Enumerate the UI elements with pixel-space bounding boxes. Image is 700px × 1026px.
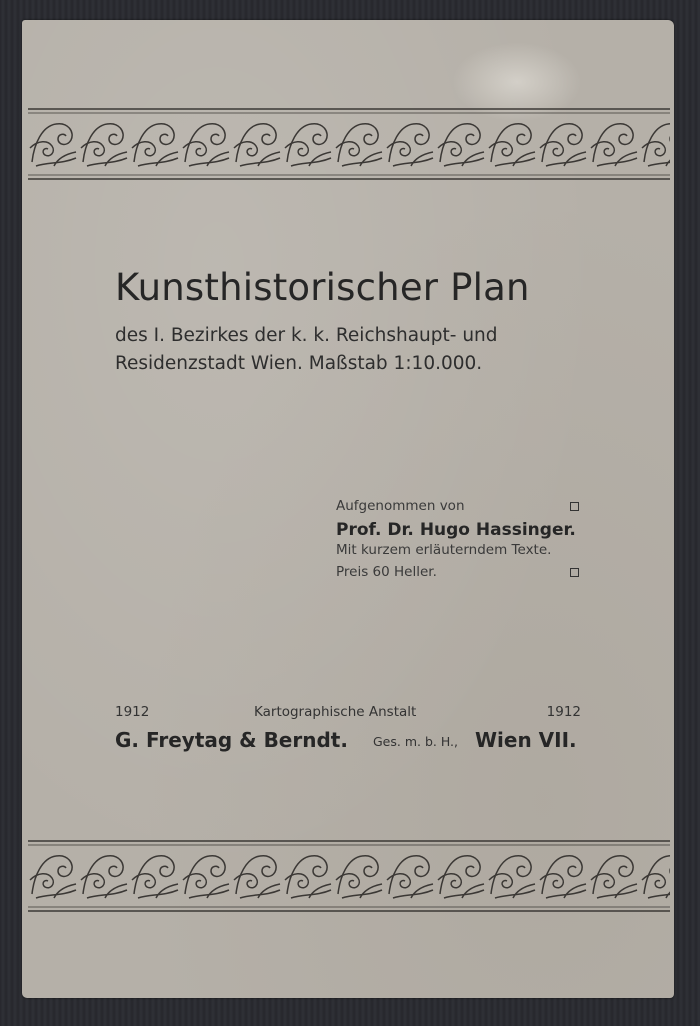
ornament-motif: [81, 124, 127, 166]
ornamental-border-top: [28, 106, 670, 182]
ornament-frieze-bottom: [28, 838, 670, 914]
ornament-frieze-top: [28, 106, 670, 182]
ornamental-border-bottom: [28, 838, 670, 914]
ornament-motif: [438, 856, 484, 898]
ornament-motif: [285, 124, 331, 166]
ornament-motif: [183, 856, 229, 898]
ornament-motif: [387, 856, 433, 898]
publisher-firm: G. Freytag & Berndt.: [115, 728, 348, 752]
year-left: 1912: [115, 704, 150, 720]
ornament-motif: [591, 856, 637, 898]
author-note: Mit kurzem erläuterndem Texte.: [336, 542, 552, 558]
ornament-motif: [591, 124, 637, 166]
ornament-motif: [642, 124, 670, 166]
ornament-motif: [336, 124, 382, 166]
author-block: [336, 498, 586, 586]
publisher-header: [115, 704, 581, 724]
ornament-motif: [30, 124, 76, 166]
ornament-motif: [30, 856, 76, 898]
publisher-institute: Kartographische Anstalt: [254, 704, 417, 720]
publisher-city: Wien VII.: [475, 728, 577, 752]
ornament-motif: [438, 124, 484, 166]
author-name: Prof. Dr. Hugo Hassinger.: [336, 520, 576, 540]
square-ornament-icon: [570, 568, 579, 577]
ornament-motif: [642, 856, 670, 898]
ornament-motif: [489, 856, 535, 898]
ornament-motif: [234, 856, 280, 898]
ornament-motif: [540, 124, 586, 166]
ornament-motif: [285, 856, 331, 898]
recorded-by-text: Aufgenommen von: [336, 498, 465, 514]
ornament-motif: [183, 124, 229, 166]
square-ornament-icon: [570, 502, 579, 511]
subtitle: [115, 322, 498, 378]
publisher-line: [115, 728, 585, 758]
ornament-motif: [132, 856, 178, 898]
year-right: 1912: [546, 704, 581, 720]
subtitle-line-2: Residenzstadt Wien. Maßstab 1:10.000.: [115, 353, 483, 374]
ornament-motif: [387, 124, 433, 166]
recorded-by-line: [336, 498, 586, 520]
price-text: Preis 60 Heller.: [336, 564, 437, 580]
ornament-motif: [540, 856, 586, 898]
ornament-motif: [489, 124, 535, 166]
ornament-motif: [336, 856, 382, 898]
ornament-motif: [81, 856, 127, 898]
subtitle-line-1: des I. Bezirkes der k. k. Reichshaupt- und: [115, 325, 498, 346]
page-title: Kunsthistorischer Plan: [115, 266, 530, 309]
ornament-motif: [234, 124, 280, 166]
price-line: [336, 564, 586, 586]
ornament-motif: [132, 124, 178, 166]
company-form: Ges. m. b. H.,: [373, 734, 458, 749]
